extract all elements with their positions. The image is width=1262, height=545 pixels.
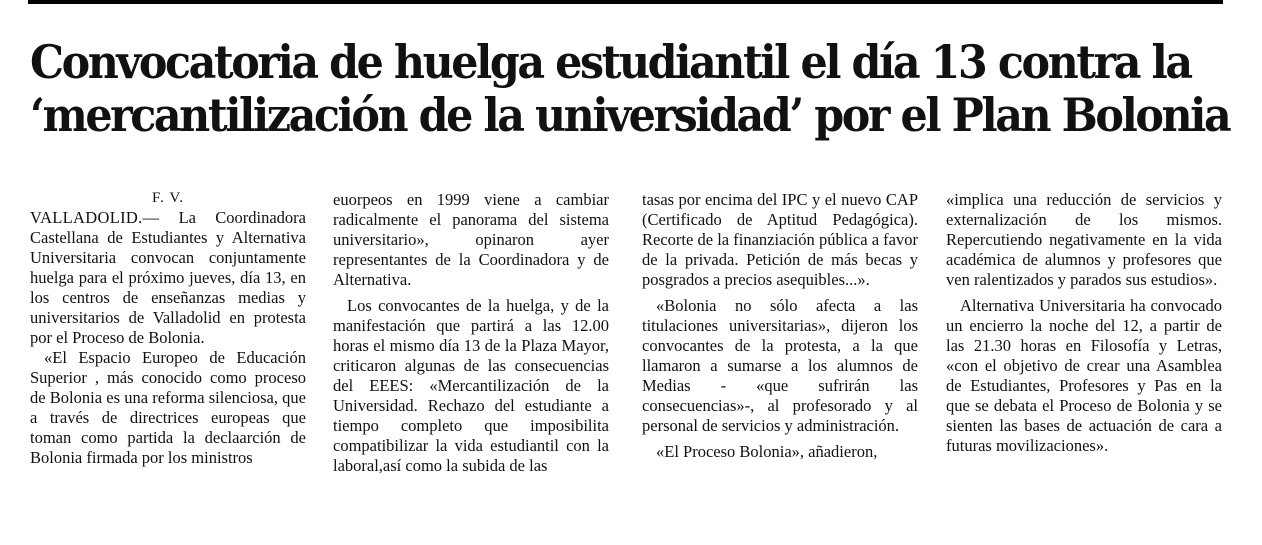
byline: F. V. [151, 190, 185, 206]
paragraph: «El Espacio Europeo de Educación Superior , más conocido como proceso de Bolonia es una reforma silenciosa, que a través de directrices europeas que toman como partida la declaarción de Bolonia firmada por los ministros [30, 348, 306, 467]
headline-line-1: Convocatoria de huelga estudiantil el día 13 contra la [30, 35, 1191, 89]
paragraph: «Bolonia no sólo afecta a las titulaciones universitarias», dijeron los convocantes de la protesta, a la que llamaron a sumarse a los alumnos de Medias - «que sufrirán las consecuencias»-, al profesorado y al personal de servicios y administración. [642, 296, 918, 435]
paragraph: euorpeos en 1999 viene a cambiar radicalmente el panorama del sistema universitario», opinaron ayer representantes de la Coordinadora y de Alternativa. [333, 190, 609, 289]
paragraph: «El Proceso Bolonia», añadieron, [656, 442, 878, 461]
headline-line-2: ‘mercantilización de la universidad’ por el Plan Bolonia [30, 88, 1230, 142]
paragraph: Alternativa Universitaria ha convocado un encierro la noche del 12, a partir de las 21.30 horas en Filosofía y Letras, «con el objetivo de crear una Asamblea de Estudiantes, Profesores y Pas en la que se debata el Proceso de Bolonia y se sienten las bases de actuación de cara a futuras movilizaciones». [946, 296, 1222, 455]
article-column-2 [333, 190, 609, 476]
article-column-1 [30, 188, 306, 468]
article-column-4 [946, 190, 1222, 456]
paragraph: «implica una reducción de servicios y externalización de los mismos. Repercutiendo negativamente en la vida académica de alumnos y profesores que ven ralentizados y parados sus estudios». [946, 190, 1222, 289]
paragraph [30, 208, 306, 348]
paragraph-text: La Coordinadora Castellana de Estudiantes y Alternativa Universitaria convocan conjuntamente huelga para el próximo jueves, día 13, en los centros de enseñanzas medias y universitarios de Valladolid en protesta por el Proceso de Bolonia. [30, 208, 306, 347]
paragraph: tasas por encima del IPC y el nuevo CAP (Certificado de Aptitud Pedagógica). Recorte de la finanziación pública a favor de la privada. Petición de más becas y posgrados a precios asequibles...». [642, 190, 918, 289]
top-rule [28, 0, 1223, 4]
article-column-3 [642, 190, 918, 462]
headline [30, 35, 1230, 142]
dateline: VALLADOLID.— [30, 208, 160, 227]
paragraph: Los convocantes de la huelga, y de la manifestación que partirá a las 12.00 horas el mismo día 13 de la Plaza Mayor, criticaron algunas de las consecuencias del EEES: «Mercantilización de la Universidad. Rechazo del estudiante a tiempo completo que imposibilita compatibilizar la vida estudiantil con la laboral,así como la subida de las [333, 296, 609, 475]
